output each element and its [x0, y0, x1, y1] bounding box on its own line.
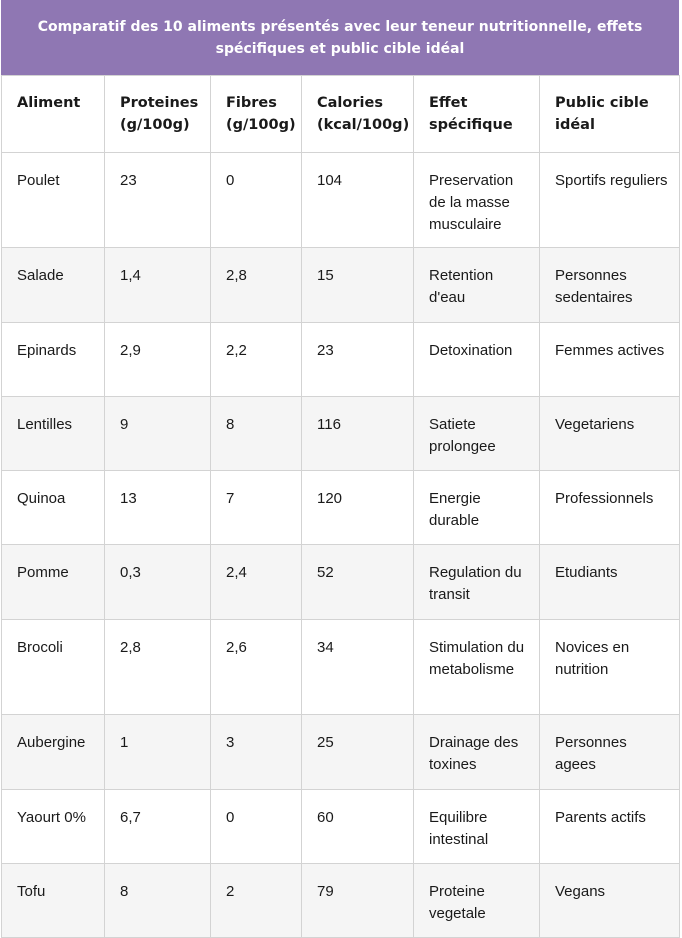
cell-aliment: Epinards [2, 323, 105, 397]
cell-calories: 52 [302, 545, 414, 620]
cell-effet: Proteine vegetale [414, 864, 540, 938]
cell-aliment: Tofu [2, 864, 105, 938]
cell-effet: Regulation du transit [414, 545, 540, 620]
cell-aliment: Yaourt 0% [2, 790, 105, 864]
cell-public: Novices en nutrition [540, 620, 680, 715]
cell-calories: 79 [302, 864, 414, 938]
cell-public: Sportifs reguliers [540, 153, 680, 248]
header-public: Public cible idéal [540, 76, 680, 153]
table-row [2, 790, 680, 864]
cell-fibres: 2,2 [211, 323, 302, 397]
table-row [2, 620, 680, 715]
cell-proteines: 6,7 [105, 790, 211, 864]
cell-aliment: Pomme [2, 545, 105, 620]
cell-effet: Energie durable [414, 471, 540, 545]
cell-public: Femmes actives [540, 323, 680, 397]
cell-fibres: 2,4 [211, 545, 302, 620]
cell-effet: Drainage des toxines [414, 715, 540, 790]
cell-public: Vegans [540, 864, 680, 938]
header-effet: Effet spécifique [414, 76, 540, 153]
header-fibres: Fibres (g/100g) [211, 76, 302, 153]
cell-calories: 34 [302, 620, 414, 715]
cell-aliment: Brocoli [2, 620, 105, 715]
cell-public: Personnes sedentaires [540, 248, 680, 323]
cell-effet: Preservation de la masse musculaire [414, 153, 540, 248]
cell-fibres: 8 [211, 397, 302, 471]
cell-proteines: 23 [105, 153, 211, 248]
cell-calories: 120 [302, 471, 414, 545]
table-row [2, 397, 680, 471]
cell-proteines: 2,8 [105, 620, 211, 715]
cell-aliment: Salade [2, 248, 105, 323]
table-row [2, 248, 680, 323]
cell-fibres: 2 [211, 864, 302, 938]
cell-calories: 60 [302, 790, 414, 864]
cell-effet: Retention d'eau [414, 248, 540, 323]
cell-public: Personnes agees [540, 715, 680, 790]
cell-calories: 116 [302, 397, 414, 471]
cell-proteines: 0,3 [105, 545, 211, 620]
cell-calories: 15 [302, 248, 414, 323]
nutrition-table-container [1, 0, 679, 938]
cell-effet: Stimulation du metabolisme [414, 620, 540, 715]
header-proteines: Proteines (g/100g) [105, 76, 211, 153]
cell-calories: 104 [302, 153, 414, 248]
nutrition-table [1, 75, 680, 938]
table-row [2, 864, 680, 938]
table-row [2, 471, 680, 545]
header-row [2, 76, 680, 153]
cell-effet: Satiete prolongee [414, 397, 540, 471]
cell-fibres: 3 [211, 715, 302, 790]
cell-fibres: 0 [211, 153, 302, 248]
cell-aliment: Lentilles [2, 397, 105, 471]
cell-fibres: 2,8 [211, 248, 302, 323]
cell-aliment: Aubergine [2, 715, 105, 790]
cell-proteines: 9 [105, 397, 211, 471]
cell-calories: 25 [302, 715, 414, 790]
cell-calories: 23 [302, 323, 414, 397]
cell-proteines: 8 [105, 864, 211, 938]
cell-aliment: Poulet [2, 153, 105, 248]
cell-public: Parents actifs [540, 790, 680, 864]
table-row [2, 545, 680, 620]
table-row [2, 715, 680, 790]
cell-fibres: 2,6 [211, 620, 302, 715]
table-caption: Comparatif des 10 aliments présentés avec leur teneur nutritionnelle, effets spécifiques et public cible idéal [1, 0, 679, 75]
header-aliment: Aliment [2, 76, 105, 153]
cell-public: Vegetariens [540, 397, 680, 471]
cell-proteines: 13 [105, 471, 211, 545]
table-row [2, 153, 680, 248]
cell-effet: Equilibre intestinal [414, 790, 540, 864]
header-calories: Calories (kcal/100g) [302, 76, 414, 153]
cell-proteines: 1 [105, 715, 211, 790]
cell-public: Etudiants [540, 545, 680, 620]
cell-public: Professionnels [540, 471, 680, 545]
cell-aliment: Quinoa [2, 471, 105, 545]
cell-fibres: 0 [211, 790, 302, 864]
table-row [2, 323, 680, 397]
cell-proteines: 2,9 [105, 323, 211, 397]
cell-fibres: 7 [211, 471, 302, 545]
cell-proteines: 1,4 [105, 248, 211, 323]
cell-effet: Detoxination [414, 323, 540, 397]
